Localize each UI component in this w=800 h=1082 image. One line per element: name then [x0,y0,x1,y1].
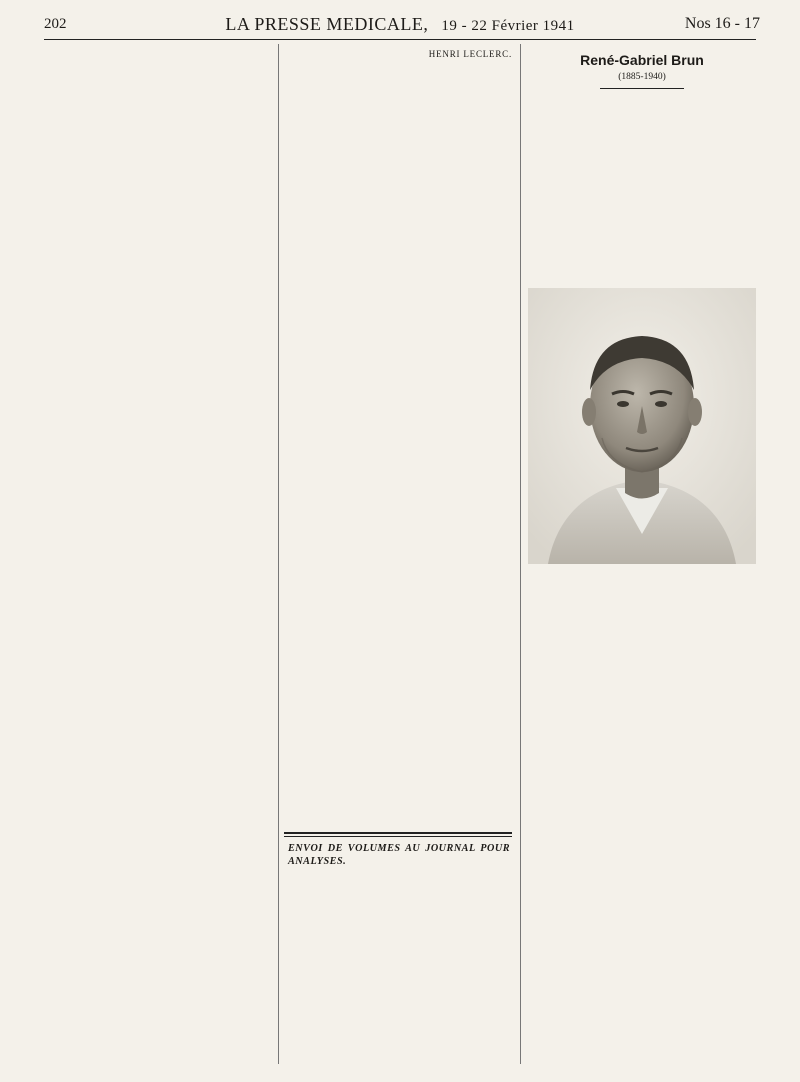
obituary-dates: (1885-1940) [618,72,666,82]
notice-title: ENVOI DE VOLUMES AU JOURNAL POUR ANALYSES. [288,843,510,867]
notice-rule [284,836,512,837]
portrait-photo [528,288,756,564]
article-column-2 [284,46,512,61]
issue-date: 19 - 22 Février 1941 [441,18,575,34]
obituary-rule [600,88,684,89]
column-divider [278,44,279,1064]
issue-number: Nos 16 - 17 [684,15,760,32]
notice-box [288,843,510,868]
header-rule [44,39,756,40]
obituary-title: René-Gabriel Brun [580,52,704,68]
article-signature: HENRI LECLERC. [428,49,512,59]
journal-title [0,14,800,35]
page-number: 202 [44,16,67,32]
page-header [0,10,800,40]
journal-name: LA PRESSE MEDICALE, [225,14,429,34]
notice-rule [284,832,512,834]
column-divider [520,44,521,1064]
